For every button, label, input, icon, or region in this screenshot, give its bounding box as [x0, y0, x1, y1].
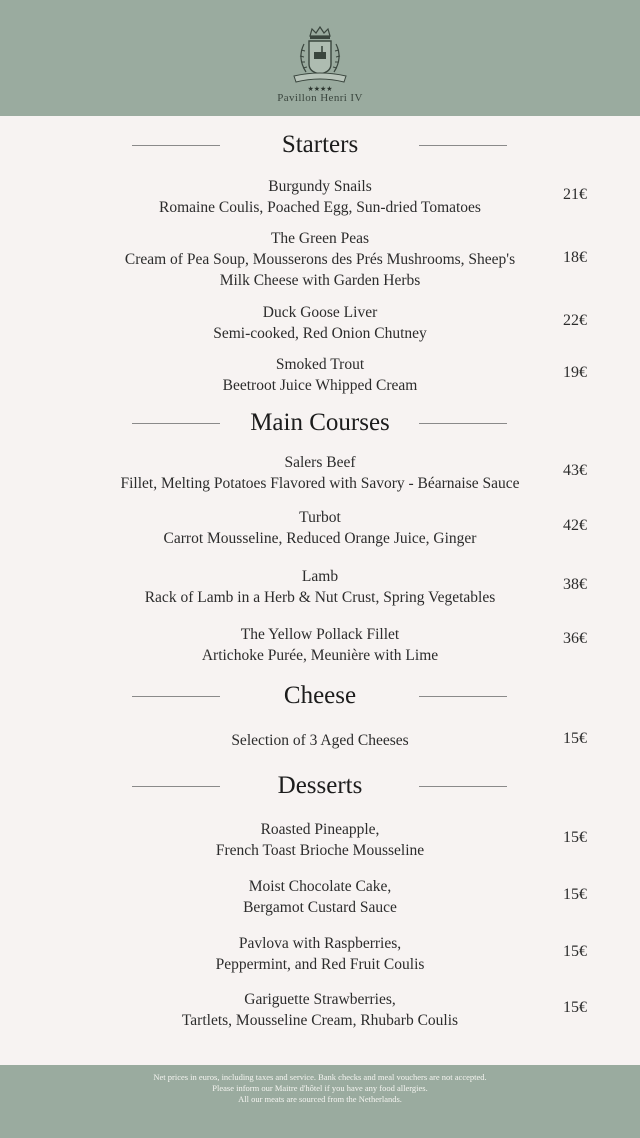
section-header-main-courses [0, 406, 640, 440]
item-name: Selection of 3 Aged Cheeses [231, 732, 409, 749]
coat-of-arms-icon [284, 26, 356, 92]
item-description [90, 566, 550, 608]
item-price: 43€ [563, 462, 587, 479]
item-price: 18€ [563, 249, 587, 266]
item-price: 15€ [563, 943, 587, 960]
footer-pricing-note: Net prices in euros, including taxes and service. Bank checks and meal vouchers are not accepted. [153, 1072, 487, 1082]
item-description [88, 228, 552, 291]
item-detail: Artichoke Purée, Meunière with Lime [201, 647, 439, 664]
restaurant-logo [265, 26, 375, 112]
section-title: Cheese [283, 682, 357, 709]
item-detail: Carrot Mousseline, Reduced Orange Juice, Ginger [163, 530, 477, 547]
item-name: Smoked Trout [275, 356, 365, 373]
item-name: Moist Chocolate Cake, [248, 878, 392, 895]
item-price: 15€ [563, 730, 587, 747]
item-price: 15€ [563, 886, 587, 903]
item-description [90, 876, 550, 918]
footer-notice [0, 1065, 640, 1138]
item-price: 42€ [563, 517, 587, 534]
divider-right [419, 786, 507, 787]
item-name: Turbot [299, 509, 341, 526]
section-header-desserts [0, 769, 640, 803]
item-description [90, 507, 550, 549]
item-price: 22€ [563, 312, 587, 329]
item-price: 38€ [563, 576, 587, 593]
item-name: Lamb [301, 568, 339, 585]
item-detail: Bergamot Custard Sauce [243, 899, 397, 916]
item-name: The Yellow Pollack Fillet [240, 626, 400, 643]
item-detail: Semi-cooked, Red Onion Chutney [213, 325, 427, 342]
item-description [90, 730, 550, 751]
restaurant-name: Pavillon Henri IV [277, 92, 363, 104]
header-banner [0, 0, 640, 116]
item-detail: Beetroot Juice Whipped Cream [222, 377, 418, 394]
section-title: Desserts [277, 772, 363, 799]
item-description [90, 354, 550, 396]
item-name: Pavlova with Raspberries, [238, 935, 402, 952]
item-description [80, 452, 560, 494]
item-detail: Rack of Lamb in a Herb & Nut Crust, Spring Vegetables [144, 589, 496, 606]
item-name: Roasted Pineapple, [260, 821, 380, 838]
section-header-starters [0, 128, 640, 162]
section-header-cheese [0, 679, 640, 713]
divider-right [419, 423, 507, 424]
item-price: 36€ [563, 630, 587, 647]
divider-right [419, 145, 507, 146]
item-detail: Fillet, Melting Potatoes Flavored with Savory - Béarnaise Sauce [120, 475, 520, 492]
item-description [90, 819, 550, 861]
item-name: Gariguette Strawberries, [244, 991, 396, 1008]
item-detail: Milk Cheese with Garden Herbs [219, 272, 421, 289]
item-price: 21€ [563, 186, 587, 203]
item-price: 15€ [563, 829, 587, 846]
item-detail: French Toast Brioche Mousseline [215, 842, 425, 859]
item-price: 19€ [563, 364, 587, 381]
item-price: 15€ [563, 999, 587, 1016]
item-name: Salers Beef [284, 454, 356, 471]
item-description [90, 989, 550, 1031]
item-detail: Tartlets, Mousseline Cream, Rhubarb Coulis [181, 1012, 459, 1029]
item-detail: Cream of Pea Soup, Mousserons des Prés Mushrooms, Sheep's [124, 251, 516, 268]
item-description [90, 933, 550, 975]
item-description [90, 176, 550, 218]
footer-sourcing-note: All our meats are sourced from the Netherlands. [238, 1094, 402, 1104]
item-description [90, 302, 550, 344]
item-detail: Romaine Coulis, Poached Egg, Sun-dried Tomatoes [159, 199, 481, 216]
item-description [90, 624, 550, 666]
divider-right [419, 696, 507, 697]
item-name: Burgundy Snails [268, 178, 372, 195]
svg-text:★★★★: ★★★★ [307, 85, 333, 92]
section-title: Main Courses [250, 409, 390, 436]
footer-allergy-note: Please inform our Maitre d'hôtel if you have any food allergies. [212, 1083, 428, 1093]
section-title: Starters [281, 131, 359, 158]
item-name: Duck Goose Liver [262, 304, 378, 321]
item-detail: Peppermint, and Red Fruit Coulis [215, 956, 425, 973]
item-name: The Green Peas [270, 230, 370, 247]
